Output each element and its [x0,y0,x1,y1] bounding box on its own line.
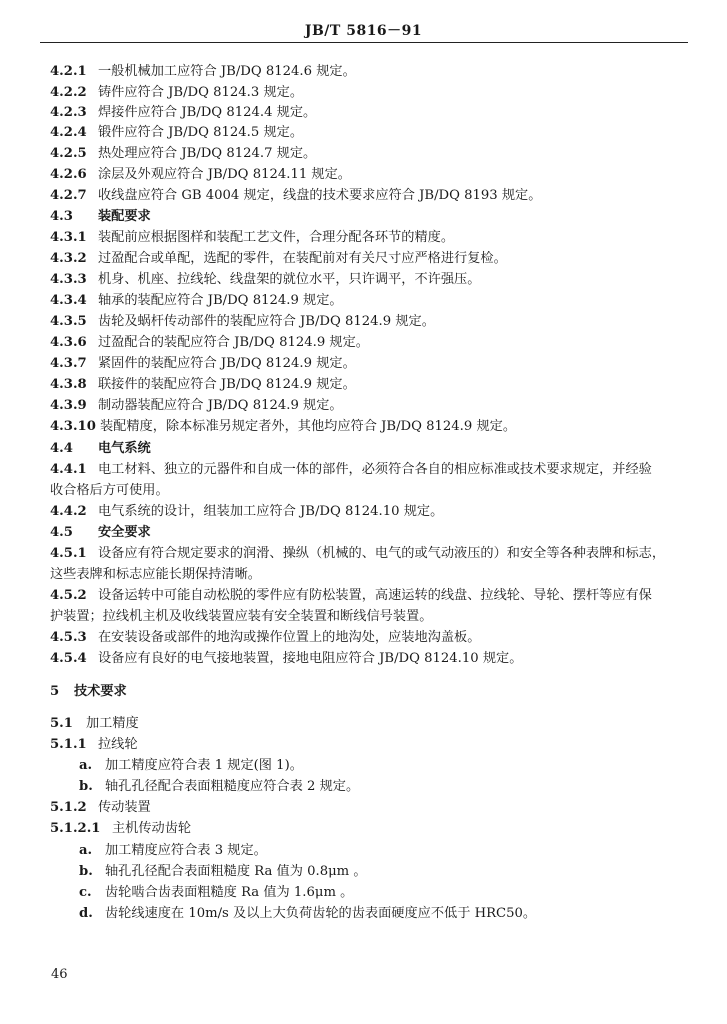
clause-text: 机身、机座、拉线轮、线盘架的就位水平，只许调平，不许强压。 [98,272,481,287]
clause-4-3-1 [50,229,690,247]
clause-text: 电气系统的设计，组装加工应符合 JB/DQ 8124.10 规定。 [98,504,444,519]
page-number: 46 [51,967,68,982]
chapter-5-heading [50,683,690,701]
clause-number: 4.3.7 [50,356,87,371]
clause-number: 4.3.10 [50,419,96,434]
clause-text: 锻件应符合 JB/DQ 8124.5 规定。 [98,125,304,140]
item-letter: b. [79,864,93,879]
clause-4-4-1-continuation [50,482,690,500]
clause-text: 装配前应根据图样和装配工艺文件，合理分配各环节的精度。 [98,230,455,245]
clause-text: 设备应有符合规定要求的润滑、操纵（机械的、电气的或气动液压的）和安全等各种表牌和标志， [98,546,666,561]
clause-text: 电工材料、独立的元器件和自成一体的部件，必须符合各自的相应标准或技术要求规定，并经验 [98,462,652,477]
clause-5-1-1 [50,736,690,754]
clause-4-3-10 [50,418,690,436]
clause-4-4-1 [50,461,690,479]
list-item-b [79,863,719,881]
item-text: 齿轮线速度在 10m/s 及以上大负荷齿轮的齿表面硬度应不低于 HRC50。 [105,906,537,921]
clause-number: 4.2.6 [50,167,87,182]
clause-number: 5.1.2.1 [50,821,101,836]
clause-number: 4.4.1 [50,462,87,477]
clause-text: 制动器装配应符合 JB/DQ 8124.9 规定。 [98,398,343,413]
clause-text: 过盈配合或单配，选配的零件，在装配前对有关尺寸应严格进行复检。 [98,251,507,266]
item-text: 加工精度应符合表 3 规定。 [105,843,267,858]
section-number: 5.1 [50,716,73,731]
clause-4-2-5 [50,145,690,163]
clause-4-5-1 [50,545,690,563]
clause-number: 4.2.5 [50,146,87,161]
clause-4-2-4 [50,124,690,142]
clause-text: 收合格后方可使用。 [50,483,169,498]
section-title: 加工精度 [86,716,139,731]
clause-number: 4.5.3 [50,630,87,645]
clause-text: 热处理应符合 JB/DQ 8124.7 规定。 [98,146,317,161]
clause-4-3-2 [50,250,690,268]
clause-number: 5.1.1 [50,737,87,752]
section-number: 4.5 [50,525,73,540]
item-text: 齿轮啮合齿表面粗糙度 Ra 值为 1.6μm 。 [105,885,354,900]
clause-text: 焊接件应符合 JB/DQ 8124.4 规定。 [98,105,317,120]
clause-4-5-2-continuation [50,608,690,626]
list-item-a [79,842,719,860]
clause-4-3-7 [50,355,690,373]
clause-text: 收线盘应符合 GB 4004 规定，线盘的技术要求应符合 JB/DQ 8193 规定。 [98,188,542,203]
clause-number: 4.4.2 [50,504,87,519]
clause-text: 齿轮及蜗杆传动部件的装配应符合 JB/DQ 8124.9 规定。 [98,314,435,329]
document-header: JB/T 5816－91 [304,23,423,39]
chapter-number: 5 [50,684,60,699]
section-4-4-heading [50,440,690,458]
section-title: 安全要求 [98,525,151,540]
clause-number: 4.5.4 [50,651,87,666]
item-text: 轴孔孔径配合表面粗糙度 Ra 值为 0.8μm 。 [105,864,367,879]
clause-number: 4.2.3 [50,105,87,120]
clause-text: 过盈配合的装配应符合 JB/DQ 8124.9 规定。 [98,335,369,350]
clause-number: 4.5.2 [50,588,87,603]
section-4-3-heading [50,208,690,226]
section-number: 4.3 [50,209,73,224]
list-item-d [79,905,719,923]
clause-text: 联接件的装配应符合 JB/DQ 8124.9 规定。 [98,377,356,392]
clause-number: 4.3.1 [50,230,87,245]
clause-number: 4.2.7 [50,188,87,203]
clause-4-2-7 [50,187,690,205]
clause-4-2-1 [50,63,690,81]
clause-4-4-2 [50,503,690,521]
clause-text: 一般机械加工应符合 JB/DQ 8124.6 规定。 [98,64,356,79]
clause-text: 主机传动齿轮 [112,821,192,836]
section-number: 4.4 [50,441,73,456]
clause-text: 这些表牌和标志应能长期保持清晰。 [50,567,261,582]
chapter-title: 技术要求 [74,684,127,699]
clause-5-1-2-1 [50,820,690,838]
list-item-b [79,778,719,796]
clause-text: 涂层及外观应符合 JB/DQ 8124.11 规定。 [98,167,351,182]
clause-number: 4.3.3 [50,272,87,287]
item-letter: a. [79,843,93,858]
item-text: 加工精度应符合表 1 规定(图 1)。 [105,758,303,773]
clause-text: 设备应有良好的电气接地装置，接地电阻应符合 JB/DQ 8124.10 规定。 [98,651,523,666]
clause-text: 护装置；拉线机主机及收线装置应装有安全装置和断线信号装置。 [50,609,433,624]
list-item-c [79,884,719,902]
clause-4-3-9 [50,397,690,415]
clause-4-3-6 [50,334,690,352]
clause-text: 铸件应符合 JB/DQ 8124.3 规定。 [98,85,304,100]
section-title: 电气系统 [98,441,151,456]
clause-number: 5.1.2 [50,800,87,815]
clause-4-5-4 [50,650,690,668]
clause-4-5-2 [50,587,690,605]
clause-text: 传动装置 [98,800,151,815]
clause-text: 紧固件的装配应符合 JB/DQ 8124.9 规定。 [98,356,356,371]
clause-4-3-5 [50,313,690,331]
clause-4-2-2 [50,84,690,102]
list-item-a [79,757,719,775]
clause-5-1-2 [50,799,690,817]
section-title: 装配要求 [98,209,151,224]
clause-number: 4.3.9 [50,398,87,413]
item-text: 轴孔孔径配合表面粗糙度应符合表 2 规定。 [105,779,360,794]
clause-number: 4.2.1 [50,64,87,79]
clause-text: 拉线轮 [98,737,138,752]
clause-4-2-6 [50,166,690,184]
clause-number: 4.3.8 [50,377,87,392]
clause-number: 4.3.6 [50,335,87,350]
clause-number: 4.5.1 [50,546,87,561]
item-letter: d. [79,906,93,921]
clause-4-5-1-continuation [50,566,690,584]
clause-text: 设备运转中可能自动松脱的零件应有防松装置，高速运转的线盘、拉线轮、导轮、摆杆等应有保 [98,588,652,603]
item-letter: b. [79,779,93,794]
clause-4-3-8 [50,376,690,394]
clause-number: 4.2.4 [50,125,87,140]
clause-4-2-3 [50,104,690,122]
clause-number: 4.2.2 [50,85,87,100]
clause-number: 4.3.5 [50,314,87,329]
clause-text: 在安装设备或部件的地沟或操作位置上的地沟处，应装地沟盖板。 [98,630,481,645]
clause-4-3-4 [50,292,690,310]
clause-number: 4.3.2 [50,251,87,266]
section-4-5-heading [50,524,690,542]
item-letter: a. [79,758,93,773]
item-letter: c. [79,885,92,900]
header-rule [40,42,688,43]
clause-text: 轴承的装配应符合 JB/DQ 8124.9 规定。 [98,293,343,308]
clause-text: 装配精度，除本标准另规定者外，其他均应符合 JB/DQ 8124.9 规定。 [100,419,517,434]
clause-4-5-3 [50,629,690,647]
clause-4-3-3 [50,271,690,289]
section-5-1-heading [50,715,690,733]
clause-number: 4.3.4 [50,293,87,308]
